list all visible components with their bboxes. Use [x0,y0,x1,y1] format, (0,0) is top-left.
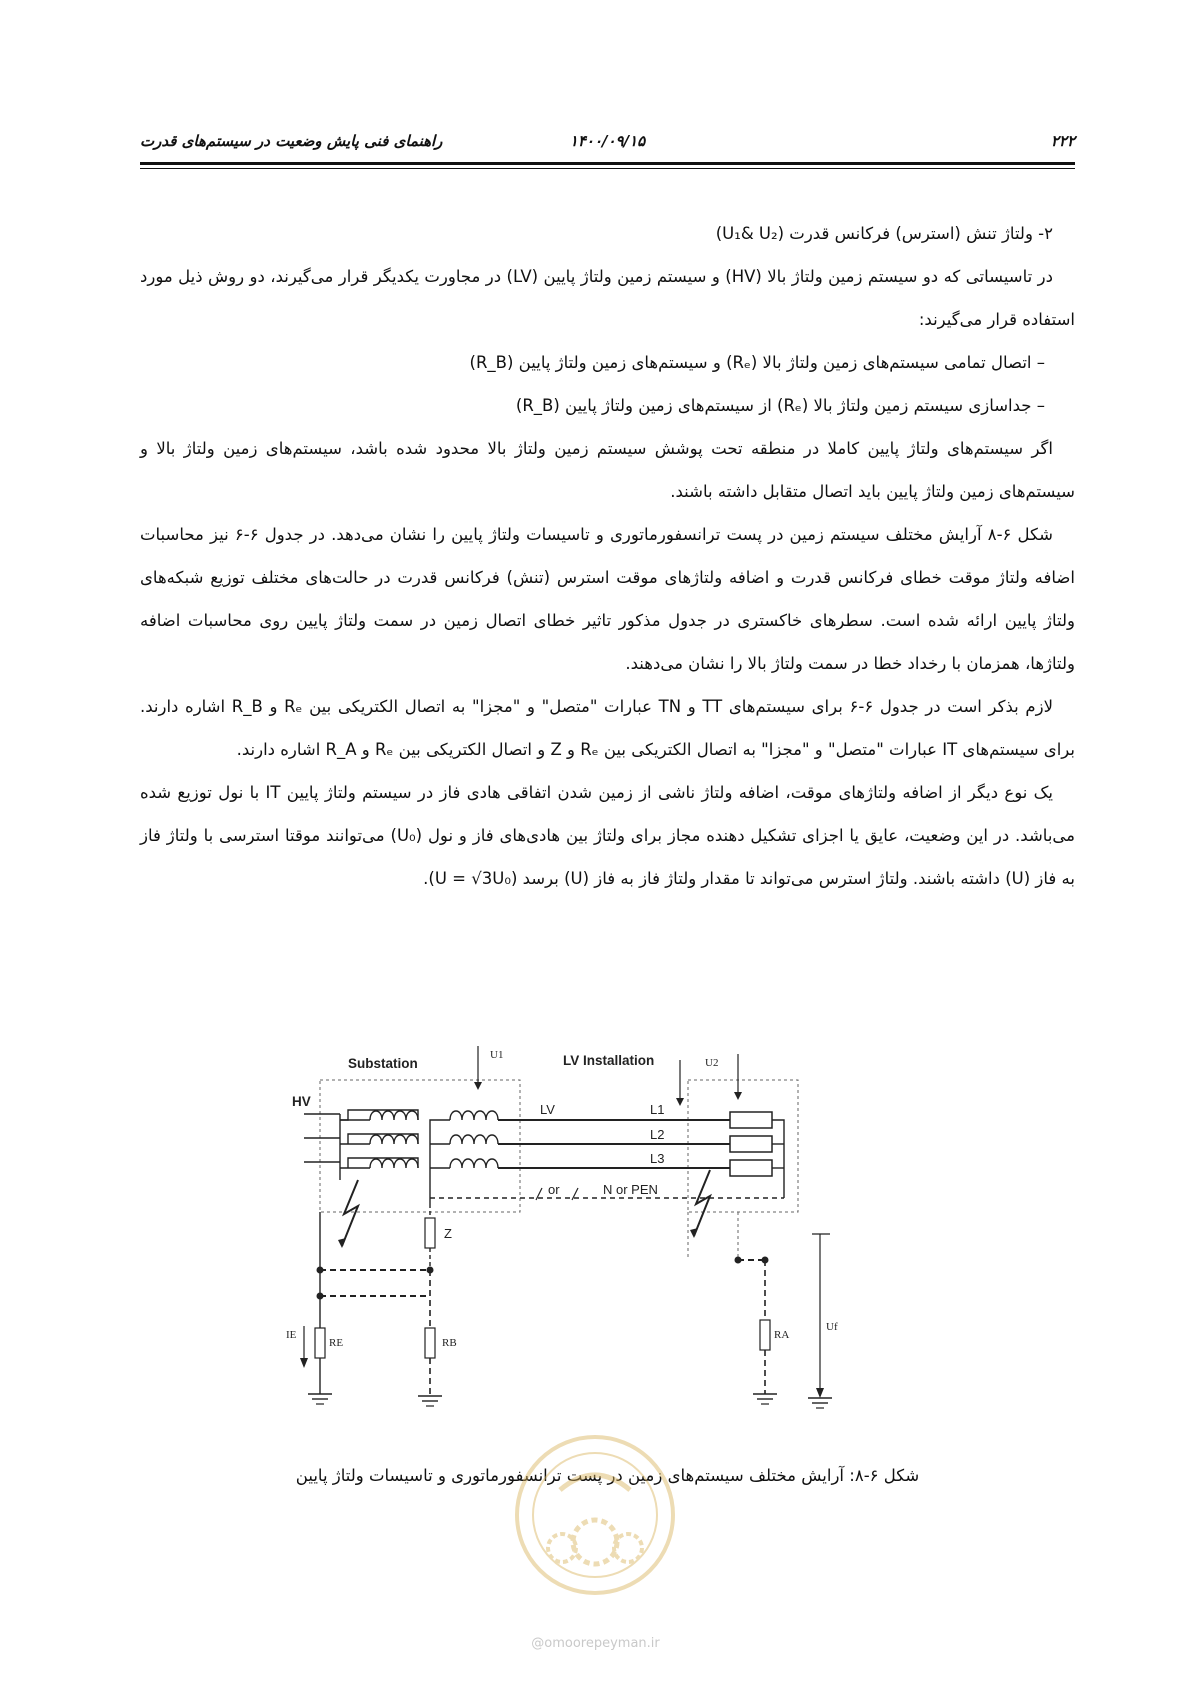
substation-boundary [320,1080,520,1212]
paragraph: شکل ۶-۸ آرایش مختلف سیستم زمین در پست ترانسفورماتوری و تاسیسات ولتاژ پایین را نشان می‌دهد. در جدول ۶-۶ نیز محاسبات اضافه ولتاژ موقت خطای فرکانس قدرت و اضافه ولتاژهای موقت استرس (تنش) فرکانس قدرت در حالت‌های مختلف توزیع شبکه‌های ولتاژ پایین ارائه شده است. سطرهای خاکستری در جدول مذکور تاثیر خطای اتصال زمین در سمت ولتاژ پایین روی محاسبات اضافه ولتاژها، همزمان با رخداد خطا در سمت ولتاژ بالا را نشان می‌دهند. [140,525,1075,673]
fault-lightning-icon [694,1170,710,1236]
l3-label: L3 [650,1151,665,1166]
ra-label: RA [774,1329,790,1341]
load-l2 [730,1136,772,1152]
header-rule-thick [140,162,1075,165]
page-number: ۲۲۲ [1050,132,1075,150]
u2-label: U2 [705,1057,719,1069]
paragraph: یک نوع دیگر از اضافه ولتاژهای موقت، اضافه ولتاژ ناشی از زمین شدن اتفاقی هادی فاز در سیستم ولتاژ پایین IT با نول توزیع شده می‌باشد. در این وضعیت، عایق یا اجزای تشکیل دهنده مجاز برای ولتاژ بین هادی‌های فاز و نول (U₀) می‌توانند موقتا استرسی با ولتاژ فاز به فاز (U) داشته باشند. ولتاژ استرس می‌تواند تا مقدار ولتاژ فاز به فاز (U) برسد (U = √3U₀). [140,783,1076,888]
resistor-re [315,1328,325,1358]
section-heading: ۲- ولتاژ تنش (استرس) فرکانس قدرت (U₁& U₂) [715,224,1053,243]
header-title: راهنمای فنی پایش وضعیت در سیستم‌های قدرت [140,132,443,150]
n-or-pen-label: N or PEN [603,1182,658,1197]
ie-arrow-icon [300,1358,308,1368]
u1-arrow-icon [474,1082,482,1090]
uf-label: Uf [826,1321,838,1333]
or-label: or [548,1182,560,1197]
l1-label: L1 [650,1102,665,1117]
load-l3 [730,1160,772,1176]
paragraph: اگر سیستم‌های ولتاژ پایین کاملا در منطقه تحت پوشش سیستم زمین ولتاژ بالا محدود شده باشد، سیستم‌های زمین ولتاژ بالا و سیستم‌های زمین ولتاژ پایین باید اتصال متقابل داشته باشند. [140,439,1075,501]
uf-arrow-icon [816,1388,824,1398]
rb-label: RB [442,1337,457,1349]
u1-label: U1 [490,1049,504,1061]
hv-label: HV [292,1094,311,1109]
impedance-z [425,1218,435,1248]
header-date: ۱۴۰۰/۰۹/۱۵ [569,132,646,150]
z-label: Z [444,1226,452,1241]
l2-label: L2 [650,1127,665,1142]
watermark-url: @omoorepeyman.ir [531,1636,660,1651]
ie-label: IE [286,1329,297,1341]
resistor-rb [425,1328,435,1358]
u2-arrow-left-icon [676,1098,684,1106]
lv-label: LV [540,1102,555,1117]
load-l1 [730,1112,772,1128]
lv-installation-label: LV Installation [563,1053,655,1068]
substation-label: Substation [348,1056,418,1071]
paragraph: لازم بذکر است در جدول ۶-۶ برای سیستم‌های TT و TN عبارات "متصل" و "مجزا" به اتصال الکتریکی بین Rₑ و R_B اشاره دارند. برای سیستم‌های IT عبارات "متصل" و "مجزا" به اتصال الکتریکی بین Rₑ و Z و اتصال الکتریکی بین Rₑ و R_A اشاره دارند. [140,697,1075,759]
re-label: RE [329,1337,344,1349]
earthing-diagram [286,1038,880,1468]
body-text [140,212,1075,900]
bullet-item: – اتصال تمامی سیستم‌های زمین ولتاژ بالا (Rₑ) و سیستم‌های زمین ولتاژ پایین (R_B) [469,353,1045,372]
watermark-seal-icon [510,1430,680,1600]
fault-lightning-icon [342,1180,358,1246]
resistor-ra [760,1320,770,1350]
page-header [140,126,1075,156]
header-rule-thin [140,168,1075,169]
paragraph: در تاسیساتی که دو سیستم زمین ولتاژ بالا (HV) و سیستم زمین ولتاژ پایین (LV) در مجاورت یکدیگر قرار می‌گیرند، دو روش ذیل مورد استفاده قرار می‌گیرند: [140,267,1075,329]
u2-arrow-right-icon [734,1092,742,1100]
figure-caption: شکل ۶-۸: آرایش مختلف سیستم‌های زمین در پست ترانسفورماتوری و تاسیسات ولتاژ پایین [295,1466,920,1485]
bullet-item: – جداسازی سیستم زمین ولتاژ بالا (Rₑ) از سیستم‌های زمین ولتاژ پایین (R_B) [515,396,1045,415]
